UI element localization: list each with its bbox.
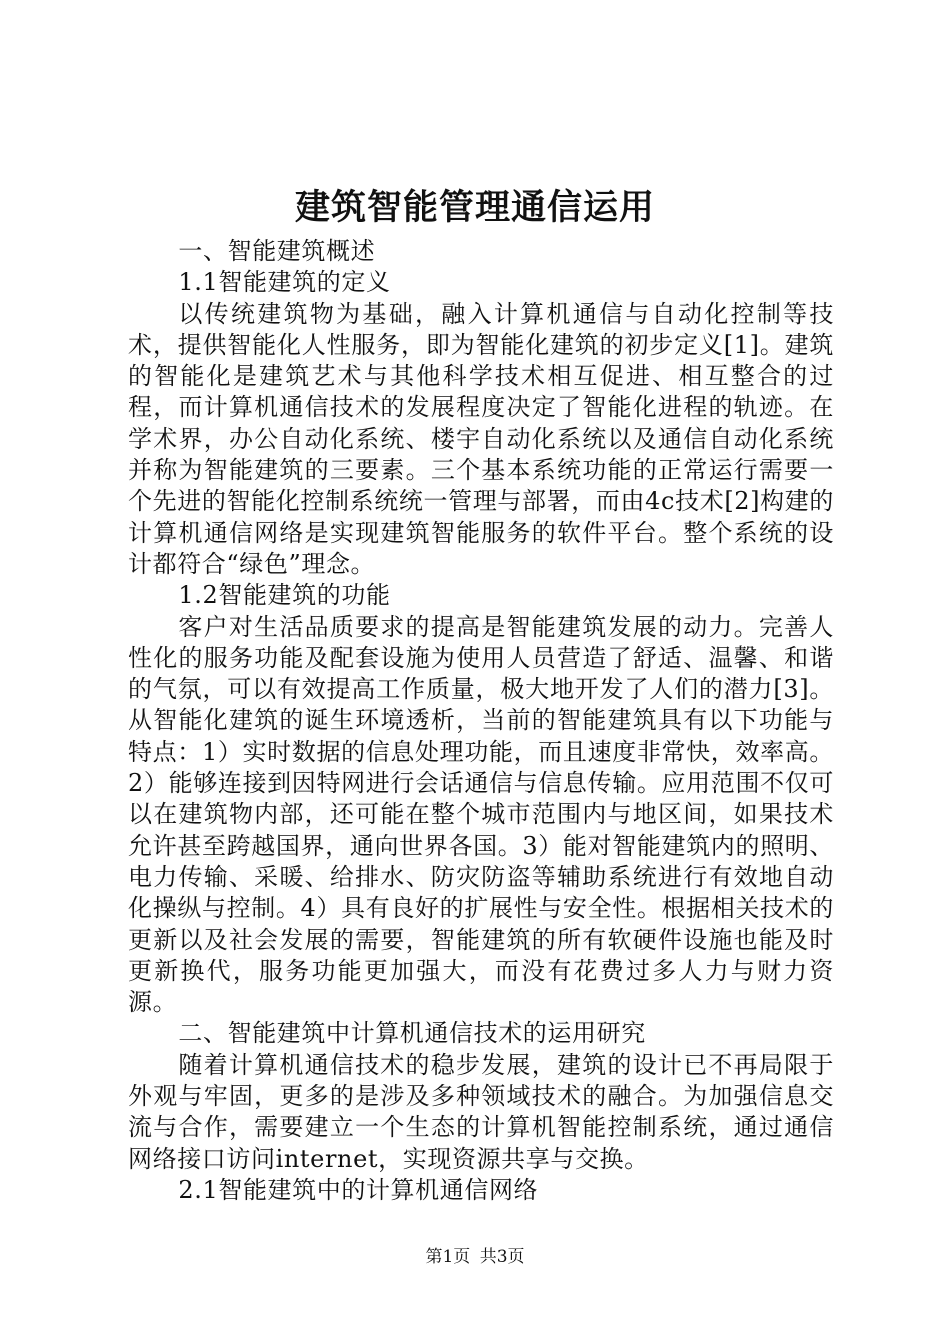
page-number-footer: 第1页 共3页: [425, 1247, 525, 1267]
subsection-heading: 1.2智能建筑的功能: [178, 581, 391, 610]
section-heading: 一、智能建筑概述: [178, 237, 376, 265]
body-paragraph: 以传统建筑物为基础，融入计算机通信与自动化控制等技术，提供智能化人性服务，即为智能化建筑的初步定义[1]。建筑的智能化是建筑艺术与其他科学技术相互促进、相互整合的过程，而计算机通信技术的发展程度决定了智能化进程的轨迹。在学术界，办公自动化系统、楼宇自动化系统以及通信自动化系统并称为智能建筑的三要素。三个基本系统功能的正常运行需要一个先进的智能化控制系统统一管理与部署，而由4c技术[2]构建的计算机通信网络是实现建筑智能服务的软件平台。整个系统的设计都符合“绿色”理念。: [128, 299, 834, 578]
body-paragraph: 随着计算机通信技术的稳步发展，建筑的设计已不再局限于外观与牢固，更多的是涉及多种领域技术的融合。为加强信息交流与合作，需要建立一个生态的计算机智能控制系统，通过通信网络接口访问internet，实现资源共享与交换。: [128, 1050, 834, 1173]
section-heading: 二、智能建筑中计算机通信技术的运用研究: [178, 1019, 646, 1048]
document-title: 建筑智能管理通信运用: [294, 188, 655, 228]
document-body: [128, 236, 834, 1206]
subsection-heading: 2.1智能建筑中的计算机通信网络: [178, 1175, 539, 1204]
subsection-heading: 1.1智能建筑的定义: [178, 268, 391, 297]
body-paragraph: 客户对生活品质要求的提高是智能建筑发展的动力。完善人性化的服务功能及配套设施为使用人员营造了舒适、温馨、和谐的气氛，可以有效提高工作质量，极大地开发了人们的潜力[3]。从智能化建筑的诞生环境透析，当前的智能建筑具有以下功能与特点：1）实时数据的信息处理功能，而且速度非常快，效率高。2）能够连接到因特网进行会话通信与信息传输。应用范围不仅可以在建筑物内部，还可能在整个城市范围内与地区间，如果技术允许甚至跨越国界，通向世界各国。3）能对智能建筑内的照明、电力传输、采暖、给排水、防灾防盗等辅助系统进行有效地自动化操纵与控制。4）具有良好的扩展性与安全性。根据相关技术的更新以及社会发展的需要，智能建筑的所有软硬件设施也能及时更新换代，服务功能更加强大，而没有花费过多人力与财力资源。: [128, 612, 834, 1017]
